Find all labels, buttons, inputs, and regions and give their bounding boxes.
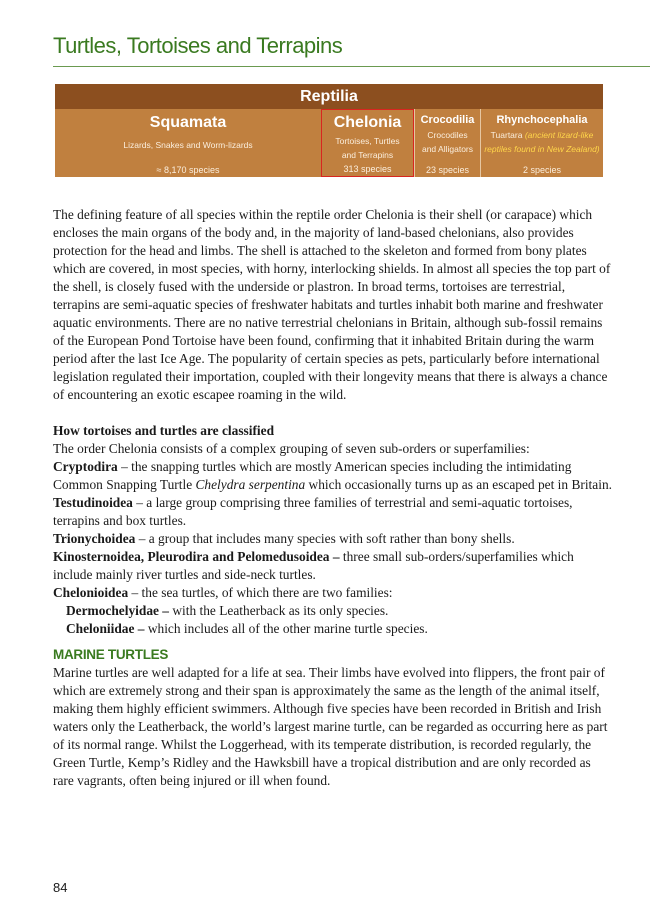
class-count: 2 species [522, 165, 562, 175]
class-description: Lizards, Snakes and Worm-lizards [123, 140, 253, 150]
page-number: 84 [53, 880, 68, 895]
title-divider [53, 66, 650, 67]
class-count: 23 species [425, 165, 470, 175]
classification-table [55, 84, 603, 177]
class-description: Crocodiles and Alligators [421, 130, 474, 154]
entry-cheloniidae: Cheloniidae – which includes all of the other marine turtle species. [66, 621, 428, 636]
class-cell-rhynchocephalia [480, 109, 603, 177]
entry-testudinoidea: Testudinoidea – a large group comprising three families of terrestrial and semi-aquatic tortoises, terrapins and box turtles. [53, 495, 573, 528]
marine-paragraph: Marine turtles are well adapted for a life at sea. Their limbs have evolved into flippers, the front pair of which are extremely strong and their span is approximately the same as the length of the animal itself, making them highly efficient swimmers. Although five species have been recorded in British and Irish waters only the Leatherback, the world’s largest marine turtle, can be regarded as occurring here as part of its normal range. Whilst the Loggerhead, with its temperate distribution, is recorded regularly, the Green Turtle, Kemp’s Ridley and the Hawksbill have a tropical distribution and are only recorded as rare vagrants, often being injured or ill when found. [53, 665, 608, 788]
class-description: Tortoises, Turtles and Terrapins [335, 136, 400, 160]
entry-kinosternoidea: Kinosternoidea, Pleurodira and Pelomedusoidea – three small sub-orders/superfamilies which include mainly river turtles and side-neck turtles. [53, 549, 574, 582]
class-row [55, 109, 603, 177]
entry-chelonioidea: Chelonioidea – the sea turtles, of which there are two families: [53, 585, 393, 600]
class-name: Crocodilia [420, 114, 475, 126]
intro-paragraph: The defining feature of all species within the reptile order Chelonia is their shell (or carapace) which encloses the main organs of the body and, in the majority of land-based chelonians, also provides protection for the head and limbs. The shell is attached to the skeleton and formed from bony plates which are covered, in most species, with horny, interlocking shields. In almost all species the top part of the shell, is closely fused with the underside or plastron. In broad terms, tortoises are terrestrial, terrapins are semi-aquatic species of freshwater habitats and turtles inhabit both marine and freshwater aquatic environments. There are no native terrestrial chelonians in Britain, although sub-fossil remains of the European Pond Tortoise have been found, confirming that it inhabited Britain during the warm period after the last Ice Age. The popularity of certain species as pets, particularly before international legislation regulated their importation, coupled with their longevity means that there is always a chance of encountering an exotic escapee roaming in the wild. [53, 207, 611, 402]
class-count: 313 species [343, 164, 392, 174]
body-text [53, 206, 613, 790]
class-name: Squamata [149, 114, 227, 131]
classified-intro: The order Chelonia consists of a complex grouping of seven sub-orders or superfamilies: [53, 441, 530, 456]
class-cell-chelonia [321, 109, 414, 177]
class-name: Rhynchocephalia [496, 114, 588, 126]
class-count: ≈ 8,170 species [156, 165, 220, 175]
class-cell-crocodilia [414, 109, 480, 177]
page-title: Turtles, Tortoises and Terrapins [53, 33, 343, 58]
entry-dermochelyidae: Dermochelyidae – with the Leatherback as its only species. [66, 603, 389, 618]
marine-heading: MARINE TURTLES [53, 647, 169, 662]
classified-heading: How tortoises and turtles are classified [53, 423, 275, 438]
entry-cryptodira: Cryptodira – the snapping turtles which are mostly American species including the intimidating Common Snapping Turtle Chelydra serpentina which occasionally turns up as an escaped pet in Britain. [53, 459, 612, 492]
class-cell-squamata [55, 109, 321, 177]
class-description: Tuartara (ancient lizard-like reptiles found in New Zealand) [484, 130, 600, 154]
class-header-reptilia: Reptilia [55, 84, 603, 109]
class-name: Chelonia [333, 114, 402, 131]
entry-trionychoidea: Trionychoidea – a group that includes many species with soft rather than bony shells. [53, 531, 515, 546]
